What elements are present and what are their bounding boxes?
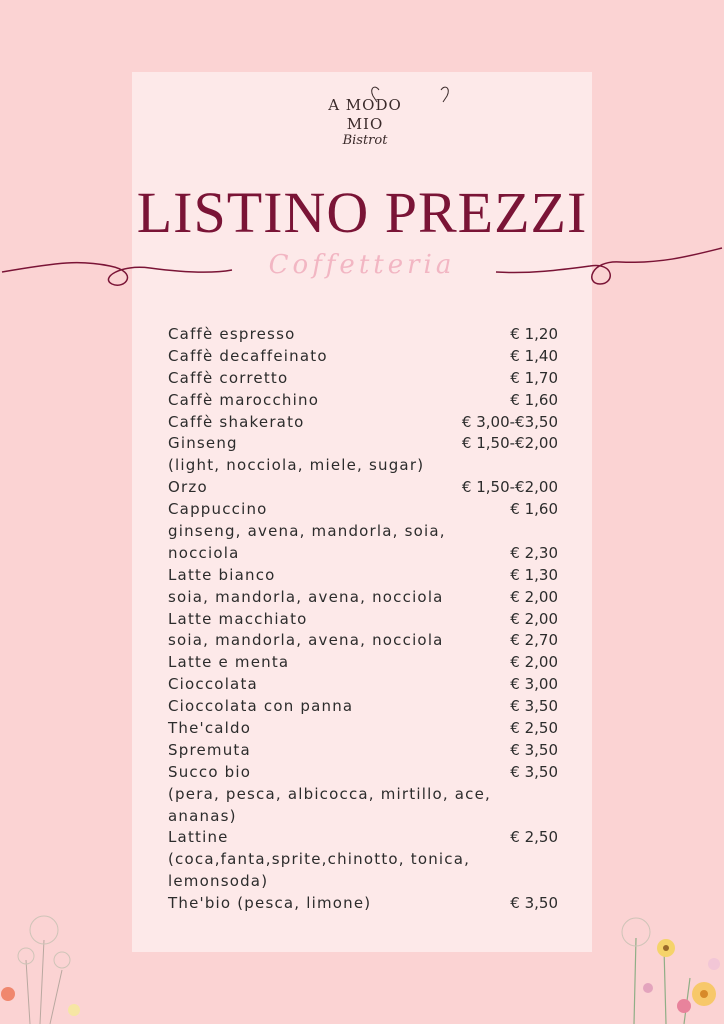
menu-item-price: € 2,50 [510, 828, 558, 847]
menu-item-price: € 1,60 [510, 390, 558, 409]
menu-item [168, 652, 558, 674]
menu-item-price: € 3,00-€3,50 [461, 412, 558, 431]
menu-item [168, 390, 558, 412]
logo-line-2: MIO [346, 115, 384, 133]
menu-item-name: Succo bio [168, 762, 252, 781]
menu-item-name: Spremuta [168, 740, 251, 759]
menu-item-price: € 1,70 [510, 368, 558, 387]
menu-item [168, 784, 558, 806]
menu-item [168, 455, 558, 477]
menu-item-name: Cioccolata con panna [168, 697, 354, 716]
menu-item [168, 674, 558, 696]
menu-item [168, 696, 558, 718]
menu-item [168, 849, 558, 871]
menu-item [168, 499, 558, 521]
menu-item-name: Cioccolata [168, 675, 258, 694]
menu-item-price: € 1,50-€2,00 [461, 478, 558, 497]
bistro-logo [320, 80, 410, 180]
menu-item-price: € 3,00 [510, 675, 558, 694]
menu-item-name: nocciola [168, 543, 240, 562]
flowers-bottom-right-icon [604, 908, 724, 1024]
menu-item-name: Ginseng [168, 434, 238, 453]
menu-item [168, 346, 558, 368]
menu-item-price: € 1,40 [510, 346, 558, 365]
logo-script: Bistrot [342, 133, 388, 148]
menu-item-name: Latte e menta [168, 653, 290, 672]
menu-item [168, 324, 558, 346]
menu-item-price: € 1,30 [510, 565, 558, 584]
menu-item-name: lemonsoda) [168, 872, 269, 891]
menu-item [168, 368, 558, 390]
price-list [168, 324, 558, 915]
menu-item [168, 412, 558, 434]
menu-item-price: € 1,50-€2,00 [461, 434, 558, 453]
menu-item [168, 433, 558, 455]
menu-item-price: € 3,50 [510, 894, 558, 913]
menu-item [168, 718, 558, 740]
menu-item [168, 740, 558, 762]
menu-item [168, 871, 558, 893]
menu-item-price: € 3,50 [510, 697, 558, 716]
section-subtitle: Coffetteria [268, 250, 456, 280]
menu-item [168, 827, 558, 849]
page-title: LISTINO PREZZI [136, 180, 588, 245]
menu-item [168, 477, 558, 499]
logo-line-1: A MODO [328, 96, 402, 114]
menu-item-price: € 2,50 [510, 719, 558, 738]
flowers-bottom-left-icon [0, 900, 90, 1024]
menu-item [168, 893, 558, 915]
menu-item-name: soia, mandorla, avena, nocciola [168, 631, 444, 650]
menu-item-name: Caffè shakerato [168, 412, 305, 431]
menu-item-price: € 2,70 [510, 631, 558, 650]
menu-item-name: Lattine [168, 828, 229, 847]
menu-item [168, 762, 558, 784]
menu-item-price: € 3,50 [510, 740, 558, 759]
menu-item [168, 521, 558, 543]
menu-item-name: Caffè decaffeinato [168, 346, 328, 365]
menu-item-name: Caffè marocchino [168, 390, 320, 409]
menu-item [168, 806, 558, 828]
menu-item-name: Latte bianco [168, 565, 276, 584]
menu-item-name: soia, mandorla, avena, nocciola [168, 587, 444, 606]
menu-item [168, 565, 558, 587]
menu-item [168, 609, 558, 631]
menu-item-name: The'caldo [168, 719, 252, 738]
menu-item-price: € 1,60 [510, 500, 558, 519]
menu-item-name: (light, nocciola, miele, sugar) [168, 456, 425, 475]
menu-item [168, 587, 558, 609]
menu-item [168, 630, 558, 652]
menu-item-price: € 2,30 [510, 543, 558, 562]
menu-item-name: Cappuccino [168, 500, 268, 519]
menu-item-price: € 2,00 [510, 587, 558, 606]
menu-item [168, 543, 558, 565]
logo-ornament-icon [365, 80, 455, 110]
menu-item-price: € 1,20 [510, 325, 558, 343]
menu-item-name: Orzo [168, 478, 208, 497]
menu-item-name: Caffè espresso [168, 325, 296, 343]
menu-item-price: € 2,00 [510, 609, 558, 628]
menu-item-name: (coca,fanta,sprite,chinotto, tonica, [168, 850, 471, 869]
menu-item-price: € 3,50 [510, 762, 558, 781]
menu-item-name: (pera, pesca, albicocca, mirtillo, ace, [168, 784, 492, 803]
menu-item-price: € 2,00 [510, 653, 558, 672]
menu-item-name: The'bio (pesca, limone) [168, 894, 372, 913]
menu-item-name: Latte macchiato [168, 609, 308, 628]
menu-item-name: ananas) [168, 806, 237, 825]
menu-item-name: ginseng, avena, mandorla, soia, [168, 522, 446, 541]
menu-item-name: Caffè corretto [168, 368, 289, 387]
